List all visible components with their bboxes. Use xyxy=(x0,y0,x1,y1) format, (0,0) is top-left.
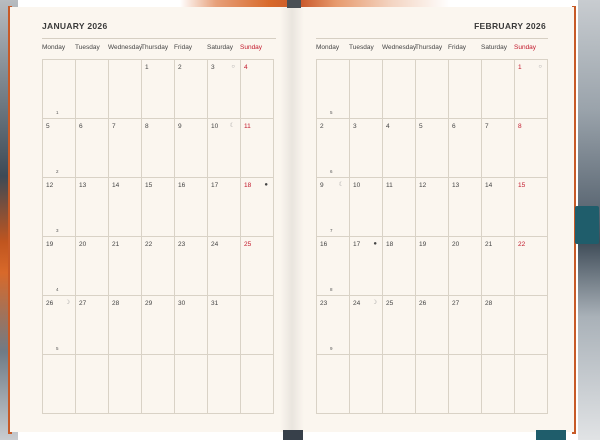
day-number: 4 xyxy=(244,64,248,71)
day-cell[interactable] xyxy=(240,354,274,414)
day-number: 9 xyxy=(178,123,182,130)
february-page xyxy=(292,7,574,432)
day-cell[interactable] xyxy=(42,354,76,414)
day-number: 8 xyxy=(145,123,149,130)
day-cell[interactable] xyxy=(349,118,383,178)
day-cell[interactable] xyxy=(207,59,241,119)
day-cell[interactable] xyxy=(481,177,515,237)
weekday-sunday: Sunday xyxy=(240,44,263,51)
day-number: 21 xyxy=(485,241,493,248)
day-number: 20 xyxy=(452,241,460,248)
weekday-wednesday: Wednesday xyxy=(382,44,417,51)
day-number: 11 xyxy=(386,182,393,189)
day-number: 18 xyxy=(386,241,394,248)
day-cell[interactable] xyxy=(481,354,515,414)
day-cell[interactable] xyxy=(514,295,548,355)
day-cell[interactable] xyxy=(349,295,383,355)
day-number: 29 xyxy=(145,300,153,307)
day-number: 11 xyxy=(244,123,251,130)
day-cell[interactable] xyxy=(481,59,515,119)
day-cell[interactable] xyxy=(349,354,383,414)
day-number: 25 xyxy=(244,241,252,248)
day-cell[interactable] xyxy=(174,59,208,119)
weekday-saturday: Saturday xyxy=(481,44,508,51)
day-cell[interactable] xyxy=(316,295,350,355)
day-number: 24 xyxy=(353,300,361,307)
day-number: 1 xyxy=(145,64,149,71)
day-number: 1 xyxy=(518,64,522,71)
day-cell[interactable] xyxy=(174,236,208,296)
day-number: 5 xyxy=(419,123,423,130)
moon-phase-icon: ☾ xyxy=(229,123,235,129)
january-page xyxy=(10,7,293,432)
weekday-friday: Friday xyxy=(174,44,193,51)
day-cell[interactable] xyxy=(207,354,241,414)
day-cell[interactable] xyxy=(415,59,449,119)
day-cell[interactable] xyxy=(174,118,208,178)
week-number: 7 xyxy=(330,228,333,233)
weekday-monday: Monday xyxy=(316,44,340,51)
week-number: 5 xyxy=(56,346,59,351)
day-number: 7 xyxy=(485,123,489,130)
day-cell[interactable] xyxy=(448,177,482,237)
day-cell[interactable] xyxy=(108,177,142,237)
day-number: 12 xyxy=(46,182,54,189)
day-cell[interactable] xyxy=(108,59,142,119)
day-number: 14 xyxy=(112,182,120,189)
day-cell[interactable] xyxy=(415,354,449,414)
day-number: 31 xyxy=(211,300,219,307)
day-cell[interactable] xyxy=(514,236,548,296)
day-cell[interactable] xyxy=(382,295,416,355)
day-cell[interactable] xyxy=(415,236,449,296)
month-title-january: JANUARY 2026 xyxy=(42,21,108,31)
moon-phase-icon: ○ xyxy=(231,64,235,70)
moon-phase-icon: ☽ xyxy=(371,300,377,306)
day-cell[interactable] xyxy=(415,295,449,355)
day-cell[interactable] xyxy=(42,177,76,237)
day-cell[interactable] xyxy=(141,59,175,119)
day-cell[interactable] xyxy=(240,295,274,355)
day-number: 2 xyxy=(178,64,182,71)
day-cell[interactable] xyxy=(207,118,241,178)
day-number: 20 xyxy=(79,241,87,248)
day-cell[interactable] xyxy=(174,354,208,414)
day-number: 26 xyxy=(419,300,427,307)
day-cell[interactable] xyxy=(481,118,515,178)
day-cell[interactable] xyxy=(108,295,142,355)
day-number: 23 xyxy=(178,241,186,248)
weekday-wednesday: Wednesday xyxy=(108,44,143,51)
day-number: 22 xyxy=(518,241,526,248)
week-number: 8 xyxy=(330,287,333,292)
day-cell[interactable] xyxy=(514,354,548,414)
day-cell[interactable] xyxy=(141,354,175,414)
weekday-saturday: Saturday xyxy=(207,44,234,51)
day-number: 2 xyxy=(320,123,324,130)
day-cell[interactable] xyxy=(316,59,350,119)
day-cell[interactable] xyxy=(75,177,109,237)
day-cell[interactable] xyxy=(316,118,350,178)
moon-phase-icon: ☽ xyxy=(64,300,70,306)
day-number: 6 xyxy=(452,123,456,130)
day-number: 3 xyxy=(353,123,357,130)
day-cell[interactable] xyxy=(108,354,142,414)
weekday-thursday: Thursday xyxy=(415,44,443,51)
day-cell[interactable] xyxy=(75,59,109,119)
day-cell[interactable] xyxy=(240,236,274,296)
day-cell[interactable] xyxy=(382,59,416,119)
day-number: 19 xyxy=(46,241,54,248)
day-cell[interactable] xyxy=(448,295,482,355)
day-cell[interactable] xyxy=(174,295,208,355)
day-number: 25 xyxy=(386,300,394,307)
day-number: 13 xyxy=(79,182,87,189)
day-cell[interactable] xyxy=(108,118,142,178)
day-cell[interactable] xyxy=(207,236,241,296)
day-cell[interactable] xyxy=(349,236,383,296)
day-number: 12 xyxy=(419,182,427,189)
day-cell[interactable] xyxy=(75,354,109,414)
day-cell[interactable] xyxy=(448,59,482,119)
day-cell[interactable] xyxy=(382,354,416,414)
day-cell[interactable] xyxy=(75,118,109,178)
day-cell[interactable] xyxy=(141,295,175,355)
day-number: 16 xyxy=(178,182,186,189)
day-number: 28 xyxy=(485,300,493,307)
day-number: 16 xyxy=(320,241,328,248)
day-cell[interactable] xyxy=(316,177,350,237)
day-cell[interactable] xyxy=(207,177,241,237)
day-cell[interactable] xyxy=(108,236,142,296)
day-cell[interactable] xyxy=(240,59,274,119)
day-cell[interactable] xyxy=(316,354,350,414)
day-cell[interactable] xyxy=(448,354,482,414)
weekday-thursday: Thursday xyxy=(141,44,169,51)
day-cell[interactable] xyxy=(415,118,449,178)
day-cell[interactable] xyxy=(481,295,515,355)
spine-bottom xyxy=(283,430,303,440)
day-number: 23 xyxy=(320,300,328,307)
day-number: 14 xyxy=(485,182,493,189)
day-number: 26 xyxy=(46,300,54,307)
month-title-february: FEBRUARY 2026 xyxy=(474,21,546,31)
weekday-monday: Monday xyxy=(42,44,66,51)
day-cell[interactable] xyxy=(141,118,175,178)
day-cell[interactable] xyxy=(141,236,175,296)
day-cell[interactable] xyxy=(42,59,76,119)
day-number: 6 xyxy=(79,123,83,130)
title-rule xyxy=(42,38,276,39)
day-number: 30 xyxy=(178,300,186,307)
day-cell[interactable] xyxy=(240,177,274,237)
day-number: 15 xyxy=(518,182,526,189)
day-cell[interactable] xyxy=(42,118,76,178)
moon-phase-icon: ☾ xyxy=(338,182,344,188)
week-number: 5 xyxy=(330,110,333,115)
moon-phase-icon: ○ xyxy=(538,64,542,70)
week-number: 6 xyxy=(330,169,333,174)
day-cell[interactable] xyxy=(382,236,416,296)
week-number: 9 xyxy=(330,346,333,351)
weekday-sunday: Sunday xyxy=(514,44,537,51)
weekday-tuesday: Tuesday xyxy=(349,44,374,51)
day-number: 7 xyxy=(112,123,116,130)
day-number: 4 xyxy=(386,123,390,130)
day-cell[interactable] xyxy=(349,59,383,119)
day-cell[interactable] xyxy=(481,236,515,296)
day-cell[interactable] xyxy=(514,118,548,178)
day-number: 17 xyxy=(211,182,219,189)
day-number: 21 xyxy=(112,241,120,248)
weekday-friday: Friday xyxy=(448,44,467,51)
day-number: 10 xyxy=(211,123,219,130)
weekday-tuesday: Tuesday xyxy=(75,44,100,51)
day-cell[interactable] xyxy=(316,236,350,296)
day-number: 9 xyxy=(320,182,324,189)
day-cell[interactable] xyxy=(382,118,416,178)
day-cell[interactable] xyxy=(75,295,109,355)
bookmark-ribbon[interactable] xyxy=(536,430,566,440)
week-number: 2 xyxy=(56,169,59,174)
day-cell[interactable] xyxy=(42,295,76,355)
day-number: 10 xyxy=(353,182,361,189)
day-cell[interactable] xyxy=(514,59,548,119)
day-cell[interactable] xyxy=(514,177,548,237)
day-number: 28 xyxy=(112,300,120,307)
day-cell[interactable] xyxy=(75,236,109,296)
day-number: 5 xyxy=(46,123,50,130)
day-number: 3 xyxy=(211,64,215,71)
day-number: 17 xyxy=(353,241,361,248)
day-cell[interactable] xyxy=(349,177,383,237)
day-cell[interactable] xyxy=(382,177,416,237)
week-number: 3 xyxy=(56,228,59,233)
day-number: 27 xyxy=(452,300,460,307)
spine-top xyxy=(287,0,301,8)
week-number: 4 xyxy=(56,287,59,292)
day-number: 24 xyxy=(211,241,219,248)
day-number: 8 xyxy=(518,123,522,130)
day-number: 15 xyxy=(145,182,153,189)
day-cell[interactable] xyxy=(240,118,274,178)
title-rule xyxy=(316,38,548,39)
day-cell[interactable] xyxy=(141,177,175,237)
day-cell[interactable] xyxy=(207,295,241,355)
week-number: 1 xyxy=(56,110,59,115)
day-number: 22 xyxy=(145,241,153,248)
day-cell[interactable] xyxy=(448,236,482,296)
elastic-band[interactable] xyxy=(575,206,599,244)
day-cell[interactable] xyxy=(174,177,208,237)
day-cell[interactable] xyxy=(42,236,76,296)
day-cell[interactable] xyxy=(448,118,482,178)
moon-phase-icon: ● xyxy=(264,182,268,188)
day-number: 13 xyxy=(452,182,460,189)
day-number: 27 xyxy=(79,300,87,307)
moon-phase-icon: ● xyxy=(373,241,377,247)
day-cell[interactable] xyxy=(415,177,449,237)
day-number: 19 xyxy=(419,241,427,248)
day-number: 18 xyxy=(244,182,252,189)
